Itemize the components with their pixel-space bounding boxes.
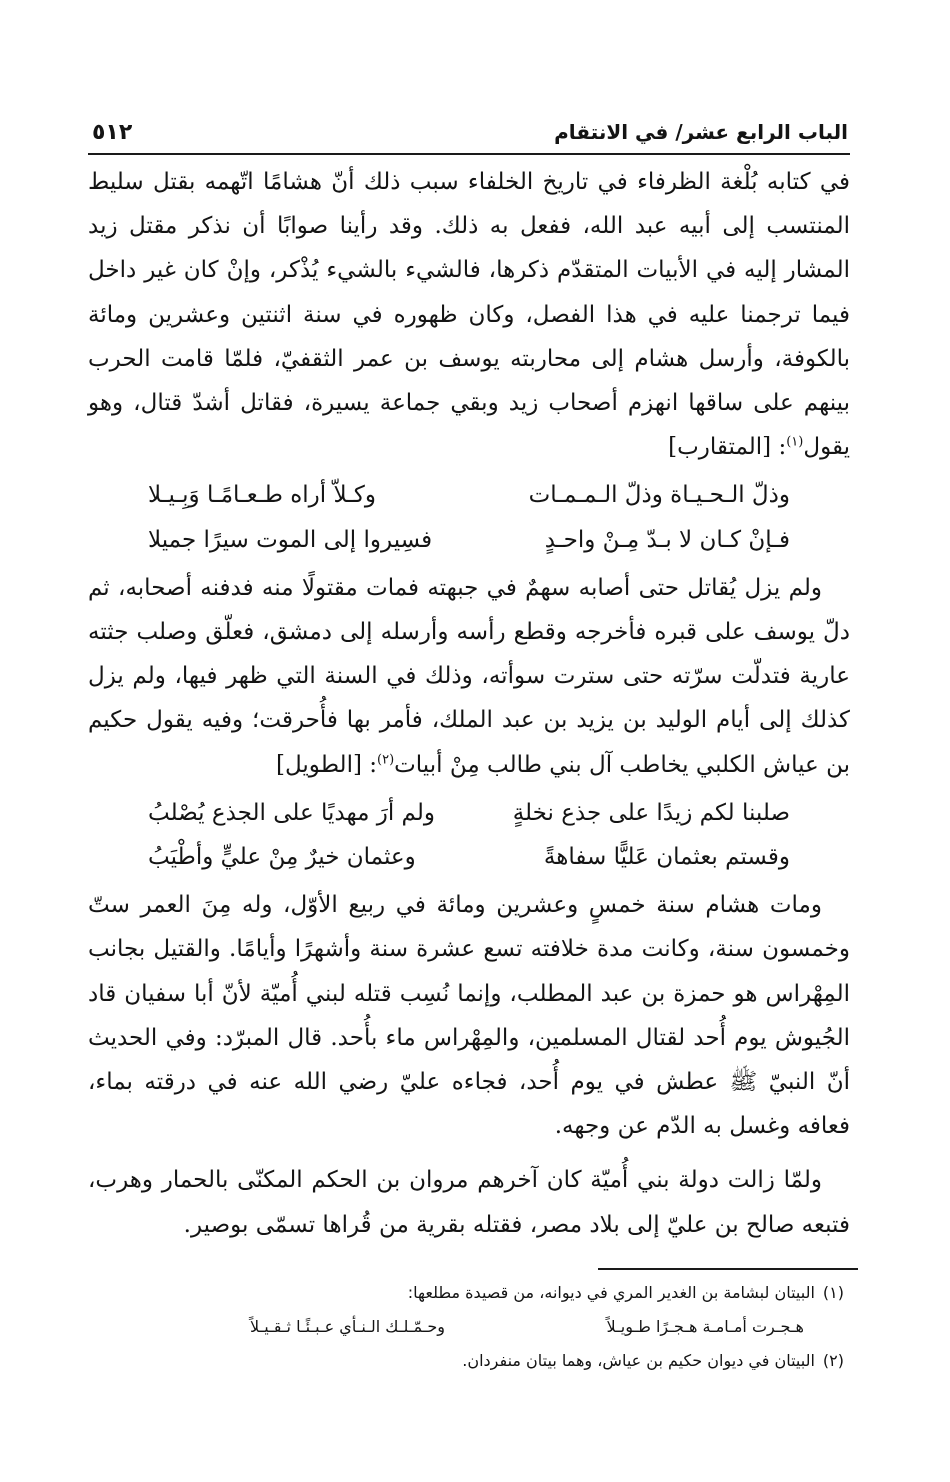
verse-first-hemistich: صلبنا لكم زيدًا على جذع نخلةٍ xyxy=(512,799,790,826)
footnote-1-number: (١) xyxy=(822,1283,844,1302)
verse-second-hemistich: فسِيروا إلى الموت سيرًا جميلا xyxy=(148,526,433,553)
meter-label-2: : [الطويل] xyxy=(276,751,377,778)
paragraph-1-text: في كتابه بُلْغة الظرفاء في تاريخ الخلفاء سبب ذلك أنّ هشامًا اتّهمه بقتل سليط المنتسب إلى أبيه عبد الله، ففعل به ذلك. وقد رأينا صوابًا أن نذكر مقتل زيد المشار إليه في الأبيات المتقدّم ذكرها، فالشيء بالشيء يُذْكر، وإنْ كان غير داخل فيما ترجمنا عليه في هذا الفصل، وكان ظهوره في سنة اثنتين وعشرين ومائة بالكوفة، وأرسل هشام إلى محاربته يوسف بن عمر الثقفيّ، فلمّا قامت الحرب بينهم على ساقها انهزم أصحاب زيد وبقي جماعة يسيرة، فقاتل أشدّ قتال، وهو يقول xyxy=(88,169,850,461)
paragraph-2-text: ولم يزل يُقاتل حتى أصابه سهمٌ في جبهته فمات مقتولًا منه فدفنه أصحابه، ثم دلّ يوسف على قبره فأخرجه وقطع رأسه وأرسله إلى دمشق، فعلّق وصلب جثته عارية فتدلّت سرّته حتى سترت سوأته، وذلك في السنة التي ظهر فيها، ولم يزل كذلك إلى أيام الوليد بن يزيد بن عبد الملك، فأمر بها فأُحرقت؛ وفيه يقول حكيم بن عياش الكلبي يخاطب آل بني طالب مِنْ أبيات xyxy=(88,574,850,778)
paragraph-2 xyxy=(88,566,850,787)
paragraph-3: ومات هشام سنة خمسٍ وعشرين ومائة في ربيع الأوّل، وله مِنَ العمر ستّ وخمسون سنة، وكانت مدة خلافته تسع عشرة سنة وأشهرًا وأيامًا. والقتيل بجانب المِهْراس هو حمزة بن عبد المطلب، وإنما نُسِب قتله لبني أُميّة لأنّ أبا سفيان قاد الجُيوش يوم أُحد لقتال المسلمين، والمِهْراس ماء بأُحد. قال المبرّد: وفي الحديث أنّ النبيّ ﷺ عطش في يوم أُحد، فجاءه عليّ رضي الله عنه في درقته بماء، فعافه وغسل به الدّم عن وجهه. xyxy=(88,892,850,1140)
page-number: ٥١٢ xyxy=(92,119,133,145)
verse-first-hemistich: وقستم بعثمان عَليًّا سفاهةً xyxy=(543,844,790,870)
verse-first-hemistich: فـإنْ كـان لا بـدّ مِـنْ واحـدٍ xyxy=(544,526,790,553)
poem-tawil xyxy=(88,791,850,879)
footnote-divider xyxy=(598,1268,858,1270)
header-divider xyxy=(88,153,850,155)
footnote-1-verse xyxy=(100,1310,844,1344)
footnote-verse-first: هـجـرت أمـامـة هـجـرًا طـويـلاً xyxy=(606,1317,804,1336)
footnote-2-number: (٢) xyxy=(822,1351,844,1370)
poem-mutaqarib xyxy=(88,473,850,561)
verse-second-hemistich: وكـلاّ أراه طـعـامًـا وَبِـيـلا xyxy=(148,482,376,509)
footnote-2 xyxy=(100,1344,844,1378)
verse-line xyxy=(148,473,790,517)
footnote-ref-1: (١) xyxy=(786,434,804,450)
main-text xyxy=(88,160,850,1247)
verse-line xyxy=(148,518,790,562)
verse-first-hemistich: وذلّ الـحـيـاة وذلّ الـمـمـات xyxy=(528,482,790,509)
verse-second-hemistich: وعثمان خيرٌ مِنْ عليٍّ وأطْيَبُ xyxy=(148,844,416,870)
verse-line xyxy=(148,791,790,835)
footnote-1-text: البيتان لبشامة بن الغدير المري في ديوانه، من قصيدة مطلعها: xyxy=(407,1283,815,1302)
meter-label-1: : [المتقارب] xyxy=(668,434,787,461)
footnote-verse-second: وحـمّـلـك الـنـأي عـبـئًـا ثـقـيـلاً xyxy=(250,1317,446,1336)
paragraph-4: ولمّا زالت دولة بني أُميّة كان آخرهم مروان بن الحكم المكنّى بالحمار وهرب، فتبعه صالح بن عليّ إلى بلاد مصر، فقتله بقرية من قُراها تسمّى بوصير. xyxy=(88,1167,850,1238)
running-header xyxy=(92,112,848,152)
chapter-title: الباب الرابع عشر/ في الانتقام xyxy=(554,120,848,144)
footnote-2-text: البيتان في ديوان حكيم بن عياش، وهما بيتان منفردان. xyxy=(462,1351,815,1370)
verse-second-hemistich: ولم أرَ مهديًا على الجذع يُصْلبُ xyxy=(148,799,435,826)
verse-line xyxy=(148,835,790,879)
footnote-1 xyxy=(100,1276,844,1310)
paragraph-1 xyxy=(88,160,850,469)
footnotes xyxy=(100,1276,844,1378)
footnote-ref-2: (٢) xyxy=(377,751,395,767)
